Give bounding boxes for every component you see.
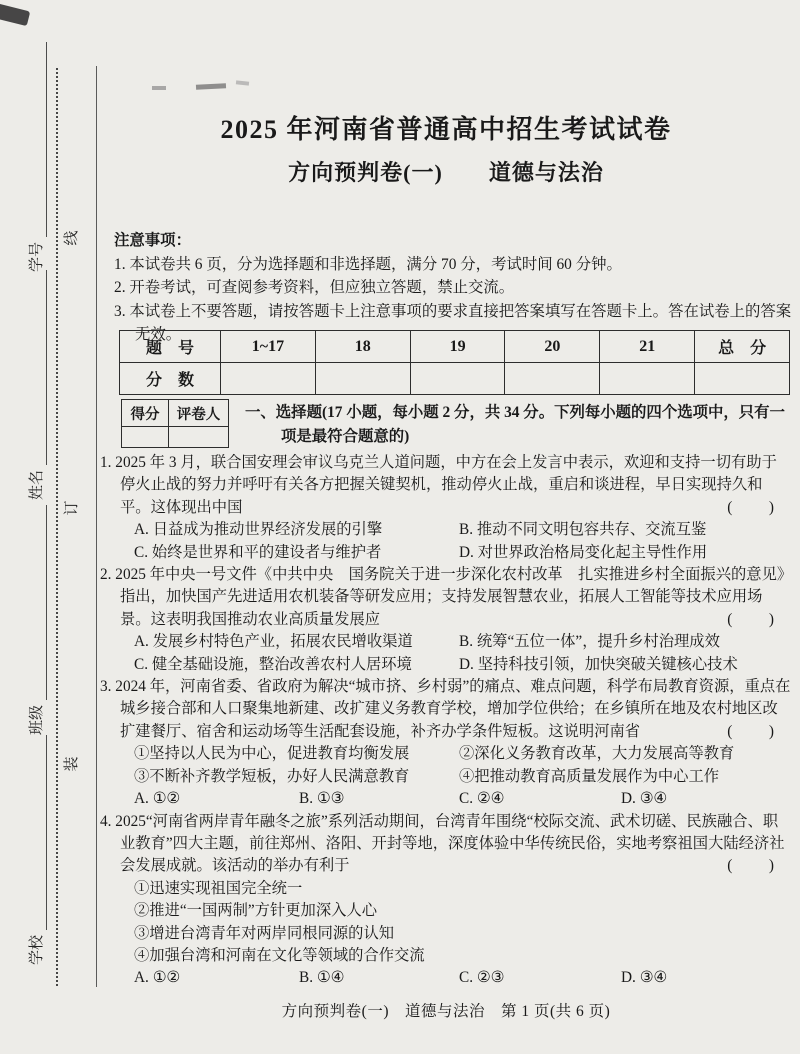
field-blank-line [32, 505, 47, 700]
question-stem [100, 452, 792, 519]
answer-b: B. ①③ [299, 790, 345, 808]
score-table-header-row [120, 331, 790, 363]
answer-d: D. ③④ [621, 790, 668, 808]
margin-field-name [25, 270, 47, 500]
statement-4: ④把推动教育高质量发展作为中心工作 [459, 767, 720, 785]
answer-bracket: ( ) [727, 722, 776, 740]
exam-title: 2025 年河南省普通高中招生考试试卷 [220, 115, 672, 144]
statement-3: ③不断补齐教学短板，办好人民满意教育 [134, 767, 410, 785]
binding-dotted-line [56, 68, 58, 986]
field-label: 学号 [29, 241, 45, 272]
question-stem [100, 676, 792, 743]
statement-2: ②推进“一国两制”方针更加深入人心 [134, 902, 378, 920]
score-table-cell: 20 [505, 331, 600, 363]
exam-subtitle: 方向预判卷(一) 道德与法治 [288, 160, 604, 185]
statement-3: ③增进台湾青年对两岸同根同源的认知 [134, 924, 395, 942]
statement-1: ①迅速实现祖国完全统一 [134, 879, 303, 897]
option-c: C. 始终是世界和平的建设者与维护者 [134, 543, 382, 561]
margin-field-class [25, 505, 47, 735]
option-c: C. 健全基础设施，整治改善农村人居环境 [134, 655, 412, 673]
notice-section [114, 229, 792, 347]
statements [100, 878, 792, 968]
question-stem [100, 564, 792, 631]
stem-text: 4. 2025“河南省两岸青年融冬之旅”系列活动期间，台湾青年围绕“校际交流、武术切磋、民族融合、职业教育”四大主题，前往郑州、洛阳、开封等地，深度体验中华传统民俗，实地考察祖国大陆经济社会发展成就。该活动的举办有利于 [100, 812, 785, 875]
grader-box [121, 399, 229, 448]
option-d: D. 对世界政治格局变化起主导性作用 [459, 543, 708, 561]
margin-rule-line [96, 66, 97, 987]
answer-b: B. ①④ [299, 969, 345, 987]
questions-area [100, 452, 792, 990]
answer-bracket: ( ) [727, 498, 776, 516]
scan-artifact-corner [0, 3, 30, 26]
score-table-cell: 18 [315, 331, 410, 363]
score-table-cell: 21 [600, 331, 695, 363]
binding-char-xian: 线 [64, 230, 80, 246]
score-label-cell: 得分 [122, 400, 169, 427]
grader-box-header-row [122, 400, 229, 427]
option-a: A. 日益成为推动世界经济发展的引擎 [134, 521, 383, 539]
answer-bracket: ( ) [727, 857, 776, 875]
margin-field-school [25, 735, 47, 965]
field-label: 学校 [29, 934, 45, 965]
option-d: D. 坚持科技引领，加快突破关键核心技术 [459, 655, 738, 673]
margin-field-student-number [25, 42, 47, 272]
binding-char-ding: 订 [64, 500, 80, 516]
score-table-cell [221, 363, 316, 395]
grader-box-empty-row [122, 427, 229, 448]
scan-artifact-dash [196, 83, 226, 90]
binding-char-zhuang: 装 [64, 756, 80, 772]
notice-item: 2. 开卷考试，可查阅参考资料，但应独立答题，禁止交流。 [114, 279, 515, 296]
notice-item: 3. 本试卷上不要答题，请按答题卡上注意事项的要求直接把答案填写在答题卡上。答在试卷上的答案无效。 [114, 302, 792, 343]
page-footer: 方向预判卷(一) 道德与法治 第 1 页(共 6 页) [281, 1003, 611, 1020]
score-table-cell: 总 分 [695, 331, 790, 363]
stem-text: 1. 2025 年 3 月，联合国安理会审议乌克兰人道问题，中方在会上发言中表示，欢迎和支持一切有助于停火止战的努力并呼吁有关各方把握关键契机，推动停火止战，重启和谈进程，早日实现持久和平。这体现出中国 [100, 454, 777, 516]
option-a: A. 发展乡村特色产业，拓展农民增收渠道 [134, 633, 413, 651]
score-table [119, 330, 790, 395]
empty-cell [122, 427, 169, 448]
score-table-cell [600, 363, 695, 395]
option-b: B. 推动不同文明包容共存、交流互鉴 [459, 521, 707, 539]
scan-artifact-dash [152, 86, 166, 90]
field-label: 班级 [29, 704, 45, 735]
answer-choices [100, 788, 792, 810]
option-b: B. 统筹“五位一体”，提升乡村治理成效 [459, 633, 720, 651]
scan-artifact-dash [236, 80, 249, 85]
score-table-cell [410, 363, 505, 395]
options [100, 519, 792, 564]
field-blank-line [32, 735, 47, 930]
question-4 [100, 811, 792, 990]
score-table-cell: 题 号 [120, 331, 221, 363]
grader-label-cell: 评卷人 [169, 400, 229, 427]
stem-text: 3. 2024 年，河南省委、省政府为解决“城市挤、乡村弱”的痛点、难点问题，科学布局教育资源，重点在城乡接合部和人口聚集地新建、改扩建义务教育学校，增加学位供给；在乡镇所在地及农村地区改扩建餐厅、宿舍和运动场等生活配套设施，补齐办学条件短板。这说明河南省 [100, 678, 791, 740]
statement-2: ②深化义务教育改革，大力发展高等教育 [459, 745, 735, 763]
field-blank-line [32, 42, 47, 237]
question-3 [100, 676, 792, 810]
section-heading: 一、选择题(17 小题，每小题 2 分，共 34 分。下列每小题的四个选项中，只有一项是最符合题意的) [245, 404, 785, 445]
answer-choices [100, 967, 792, 989]
question-stem [100, 811, 792, 878]
answer-c: C. ②③ [459, 969, 505, 987]
notice-item: 1. 本试卷共 6 页，分为选择题和非选择题，满分 70 分，考试时间 60 分钟。 [114, 255, 622, 273]
field-blank-line [32, 270, 47, 465]
answer-a: A. ①② [134, 969, 181, 987]
score-table-cell [505, 363, 600, 395]
question-1 [100, 452, 792, 564]
score-table-cell [695, 363, 790, 395]
empty-cell [169, 427, 229, 448]
answer-d: D. ③④ [621, 969, 668, 987]
score-table-cell [315, 363, 410, 395]
answer-a: A. ①② [134, 790, 181, 808]
stem-text: 2. 2025 年中央一号文件《中共中央 国务院关于进一步深化农村改革 扎实推进乡村全面振兴的意见》指出，加快国产先进适用农机装备等研发应用；支持发展智慧农业，拓展人工智能等技术应用场景。这表明我国推动农业高质量发展应 [100, 566, 785, 628]
answer-bracket: ( ) [727, 610, 776, 628]
question-2 [100, 564, 792, 676]
options [100, 631, 792, 676]
statement-4: ④加强台湾和河南在文化等领域的合作交流 [134, 946, 425, 964]
statements [100, 743, 792, 788]
score-table-cell: 分 数 [120, 363, 221, 395]
notice-heading: 注意事项： [114, 232, 191, 249]
answer-c: C. ②④ [459, 790, 505, 808]
score-table-cell: 1~17 [221, 331, 316, 363]
statement-1: ①坚持以人民为中心，促进教育均衡发展 [134, 745, 410, 763]
score-table-cell: 19 [410, 331, 505, 363]
score-table-score-row [120, 363, 790, 395]
field-label: 姓名 [29, 469, 45, 500]
